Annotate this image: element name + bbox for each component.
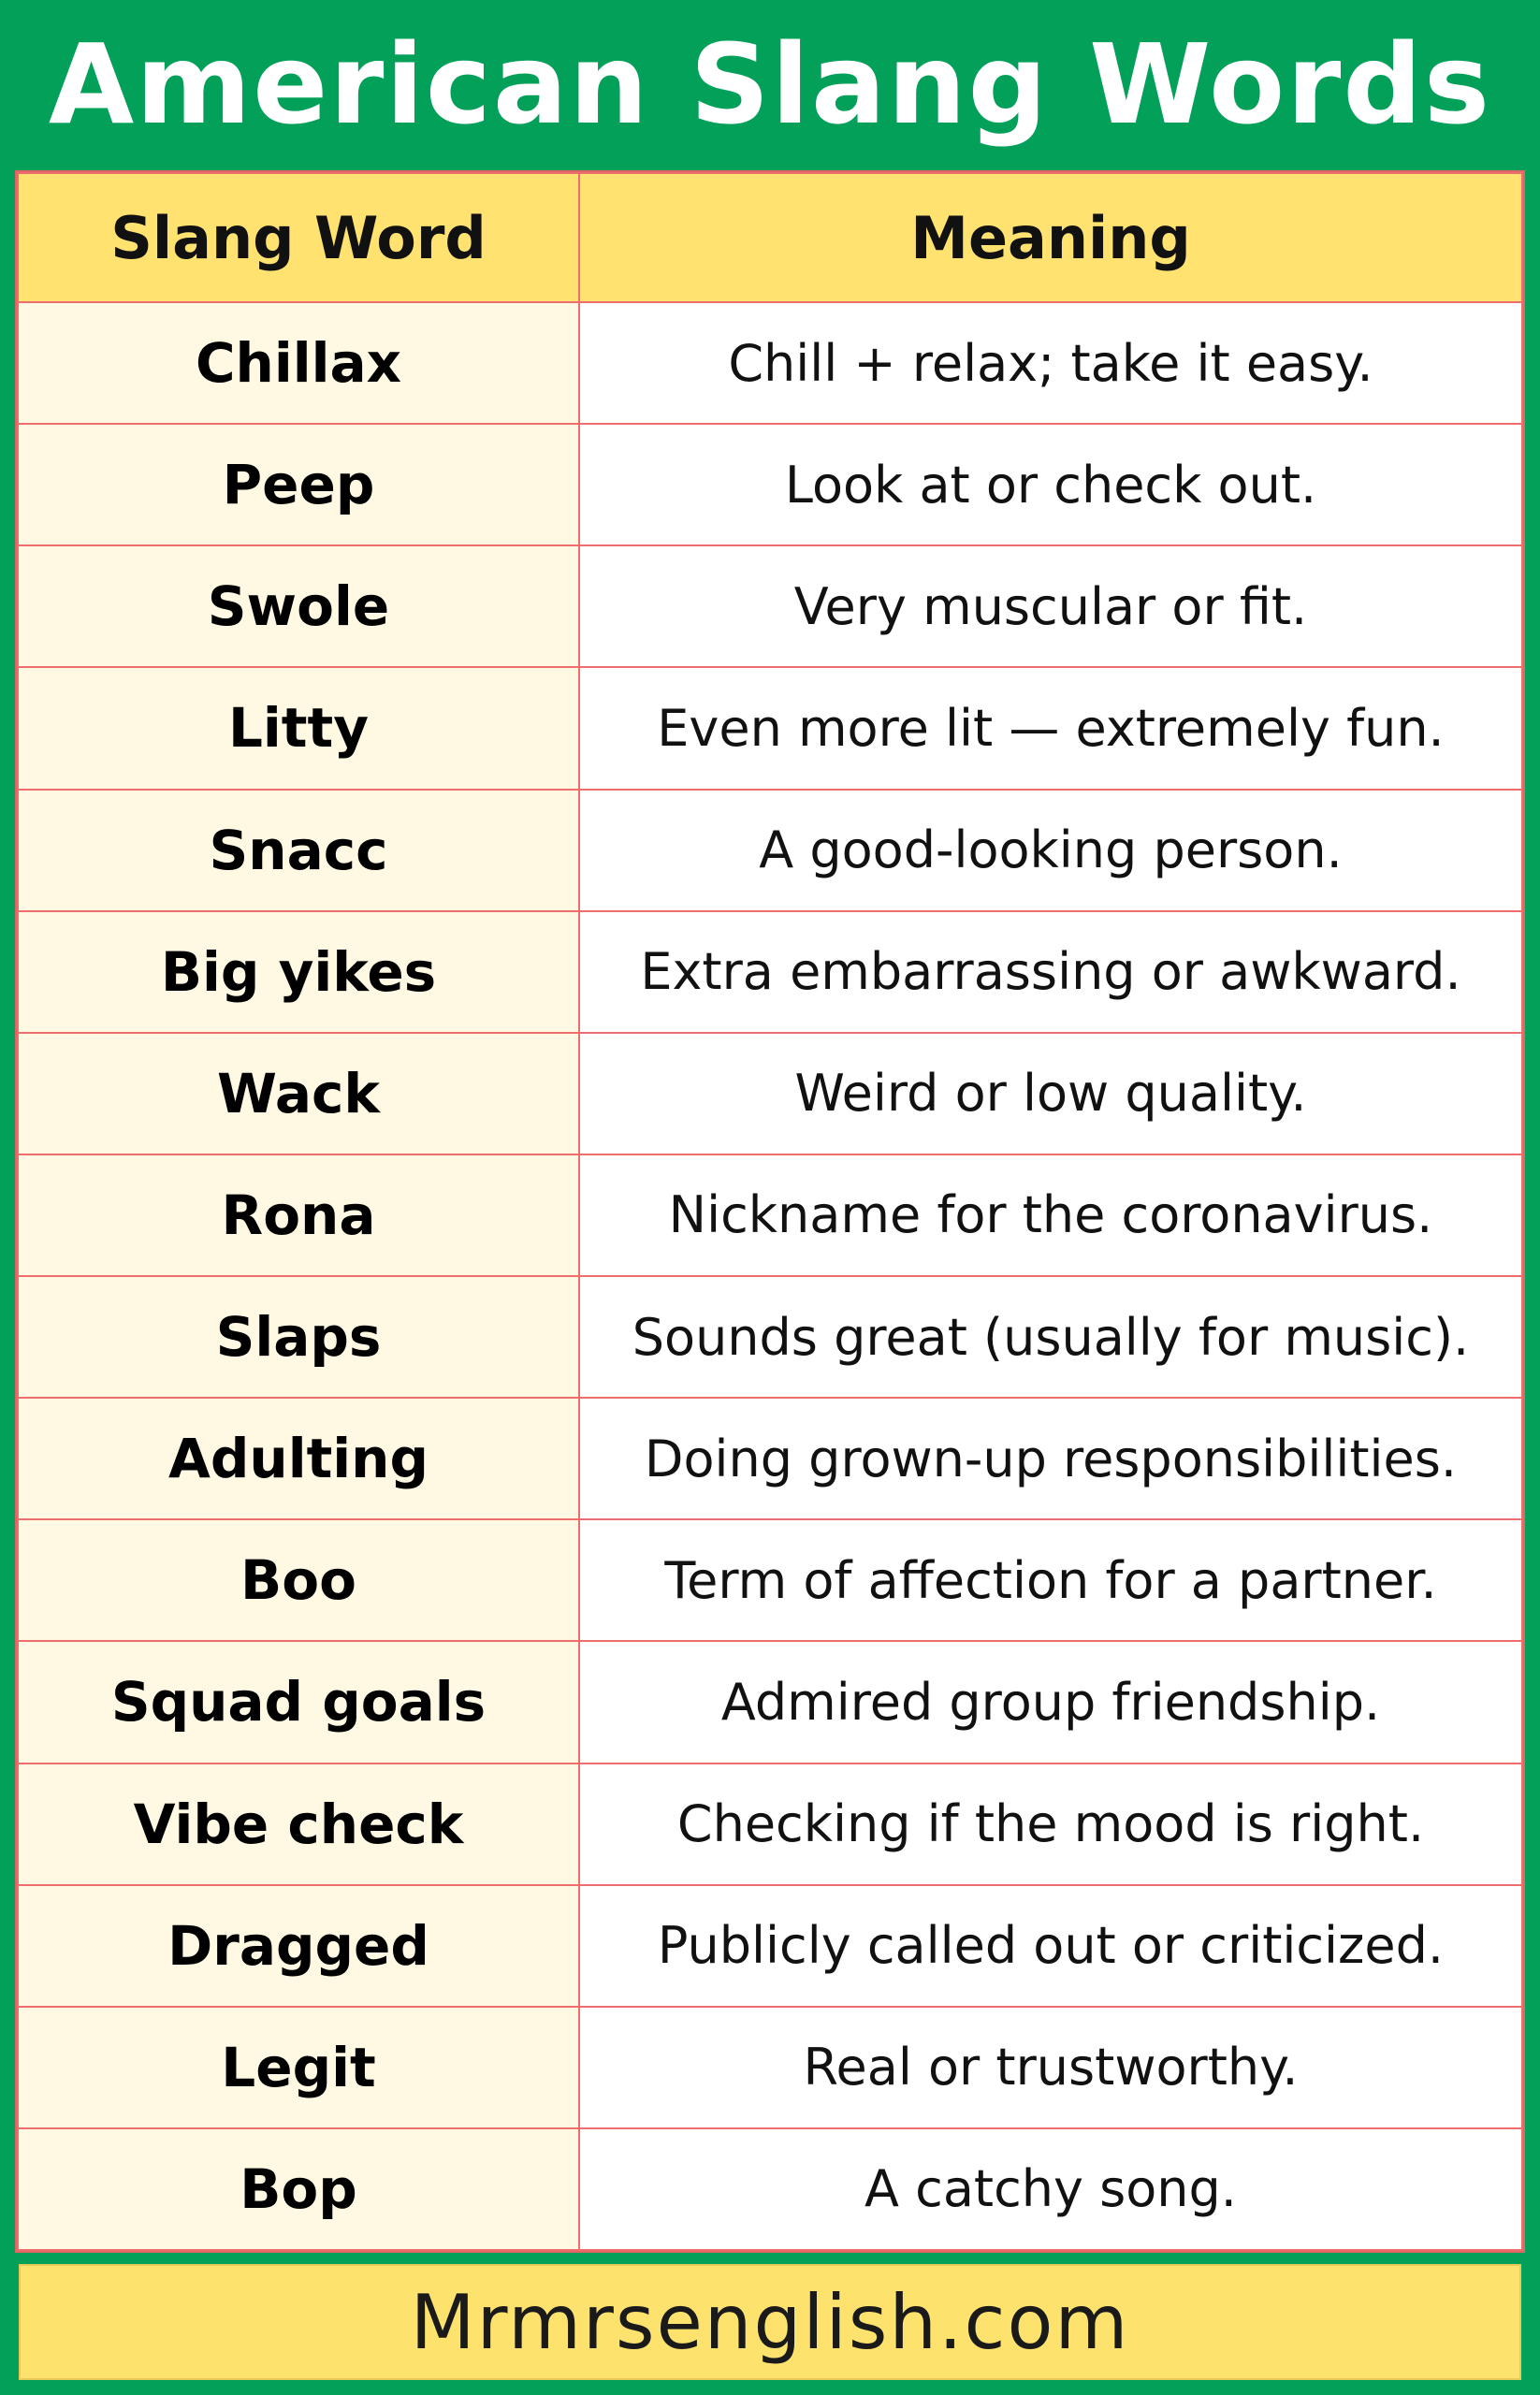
table-row [18, 667, 1522, 789]
meaning-cell: Term of affection for a partner. [579, 1519, 1522, 1641]
table-header-row [18, 173, 1522, 302]
column-header-slang-word: Slang Word [18, 173, 579, 302]
slang-word-cell: Slaps [18, 1276, 579, 1398]
meaning-cell: Doing grown-up responsibilities. [579, 1398, 1522, 1519]
table-row [18, 1398, 1522, 1519]
meaning-cell: Real or trustworthy. [579, 2007, 1522, 2128]
slang-word-cell: Bop [18, 2128, 579, 2250]
page-title: American Slang Words [48, 20, 1492, 149]
meaning-cell: Look at or check out. [579, 424, 1522, 545]
meaning-cell: Chill + relax; take it easy. [579, 302, 1522, 424]
table-row [18, 1154, 1522, 1276]
table-row [18, 2007, 1522, 2128]
table-row [18, 790, 1522, 911]
slang-word-cell: Swole [18, 545, 579, 667]
slang-word-cell: Wack [18, 1033, 579, 1154]
table-row [18, 302, 1522, 424]
table-row [18, 545, 1522, 667]
slang-word-cell: Squad goals [18, 1641, 579, 1763]
table-row [18, 424, 1522, 545]
slang-table [15, 170, 1525, 2253]
slang-word-cell: Litty [18, 667, 579, 789]
footer-website: Mrmrsenglish.com [19, 2264, 1521, 2380]
slang-word-cell: Adulting [18, 1398, 579, 1519]
slang-word-cell: Chillax [18, 302, 579, 424]
slang-word-cell: Peep [18, 424, 579, 545]
slang-word-cell: Vibe check [18, 1764, 579, 1885]
slang-word-cell: Dragged [18, 1885, 579, 2007]
meaning-cell: Weird or low quality. [579, 1033, 1522, 1154]
meaning-cell: Sounds great (usually for music). [579, 1276, 1522, 1398]
slang-word-cell: Big yikes [18, 911, 579, 1033]
meaning-cell: Very muscular or fit. [579, 545, 1522, 667]
meaning-cell: A good-looking person. [579, 790, 1522, 911]
table-row [18, 2128, 1522, 2250]
slang-word-cell: Snacc [18, 790, 579, 911]
table-row [18, 1276, 1522, 1398]
slang-word-cell: Rona [18, 1154, 579, 1276]
meaning-cell: Publicly called out or criticized. [579, 1885, 1522, 2007]
slang-word-cell: Legit [18, 2007, 579, 2128]
table-row [18, 1885, 1522, 2007]
slang-word-cell: Boo [18, 1519, 579, 1641]
column-header-meaning: Meaning [579, 173, 1522, 302]
table-row [18, 911, 1522, 1033]
meaning-cell: Admired group friendship. [579, 1641, 1522, 1763]
table-row [18, 1519, 1522, 1641]
meaning-cell: Extra embarrassing or awkward. [579, 911, 1522, 1033]
table-row [18, 1033, 1522, 1154]
meaning-cell: Checking if the mood is right. [579, 1764, 1522, 1885]
meaning-cell: Nickname for the coronavirus. [579, 1154, 1522, 1276]
meaning-cell: Even more lit — extremely fun. [579, 667, 1522, 789]
table-row [18, 1764, 1522, 1885]
table-row [18, 1641, 1522, 1763]
meaning-cell: A catchy song. [579, 2128, 1522, 2250]
